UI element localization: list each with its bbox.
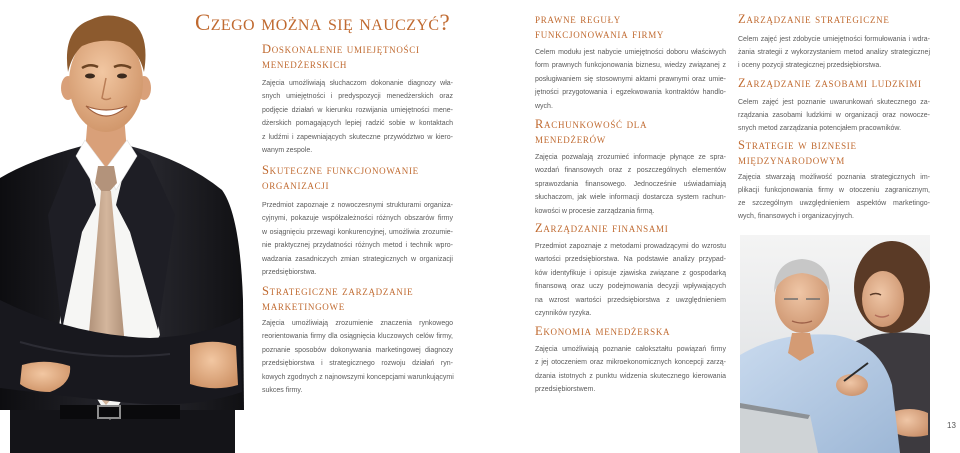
text-line: Przedmiot zapoznaje z nowoczesnymi strukturami organiza-	[262, 202, 453, 209]
section-heading	[535, 117, 726, 147]
section-description	[535, 151, 726, 218]
team-photo	[740, 235, 930, 453]
section-heading	[535, 221, 726, 236]
section-description	[262, 317, 453, 397]
head	[61, 15, 151, 132]
text-line: snych umiejętności i predyspozycji menedżerskich oraz	[262, 93, 453, 101]
text-line: finansową oraz uczy podejmowania decyzji wpływających	[535, 283, 726, 291]
text-line: żania strategii z wykorzystaniem metod analizy strategicznej	[738, 48, 930, 56]
heading-line: Doskonalenie umiejętności	[262, 42, 420, 56]
text-line: z ludźmi i zapewniających skuteczne przywództwo w kiero-	[262, 133, 453, 141]
text-line: wozdań finansowych oraz z poszczególnych elementów	[535, 167, 726, 175]
text-line: i oceny pozycji strategicznej przedsiębiorstwa.	[738, 61, 882, 69]
section-description	[738, 97, 930, 136]
section-heading	[535, 12, 726, 42]
text-line: Zajęcia umożliwiają zrozumienie znaczenia rynkowego	[262, 320, 453, 327]
text-line: kowych zgodnych z najnowszymi koncepcjami warunkującymi	[262, 373, 454, 381]
heading-line: organizacji	[262, 178, 330, 192]
text-line: dżerskich pomagających lepiej radzić sobie w kontaktach	[262, 120, 453, 128]
belt	[60, 405, 180, 419]
text-line: w osiągnięciu przewagi konkurencyjnej, umożliwia zrozumie-	[262, 228, 453, 236]
section-heading	[535, 324, 726, 339]
text-line: Przedmiot zapoznaje z metodami prowadzącymi do wzrostu	[535, 243, 726, 250]
text-line: plikacji funkcjonowania firmy w otoczeniu zagranicznym,	[738, 186, 930, 194]
page-title: Czego można się nauczyć?	[195, 10, 451, 35]
section-heading	[738, 76, 930, 91]
section-description	[262, 77, 453, 157]
text-line: słuchaczom, jak wiele informacji dostarcza system rachun-	[535, 194, 726, 202]
heading-line: Rachunkowość dla	[535, 117, 648, 131]
text-line: przedsiębiorstwa.	[262, 269, 317, 277]
heading-line: Ekonomia menedżerska	[535, 324, 671, 338]
text-line: przedsiębiorstwa i strategicznego rozwoju działań ryn-	[262, 360, 453, 368]
text-line: jętności przygotowania i egzekwowania kontraktów handlo-	[535, 89, 726, 97]
text-line: Zajęcia umożliwiają słuchaczom dokonanie diagnozy wła-	[262, 80, 453, 87]
text-line: nie praktycznej przydatności różnych metod i technik wpro-	[262, 242, 453, 250]
text-line: cyjnymi, pokazuje współzależności różnych obszarów firmy	[262, 215, 453, 223]
text-line: Celem modułu jest nabycie umiejętności doboru właściwych	[535, 49, 726, 56]
text-line: przedsiębiorstwem.	[535, 386, 596, 394]
text-line: rządzania zasobami ludzkimi w organizacji oraz nowocze-	[738, 111, 930, 119]
section-description	[262, 199, 453, 279]
text-line: poznanie sposobów dokonywania marketingowej diagnozy	[262, 346, 453, 354]
heading-line: menedżerskich	[262, 57, 348, 71]
text-line: wadzania zasadniczych zmian strategicznych w organizacji	[262, 255, 453, 263]
column-1	[262, 0, 453, 453]
text-line: na wzrost wartości przedsiębiorstwa z uwzględnieniem	[535, 296, 726, 304]
column-2	[535, 0, 726, 453]
text-line: podjęcie działań w kierunku rozwijania umiejętności mene-	[262, 106, 453, 114]
text-line: snych metod zarządzania potencjałem pracowników.	[738, 124, 902, 132]
text-line: dzania istotnych z punktu widzenia skutecznego kierowania	[535, 372, 726, 380]
text-line: Celem zajęć jest zdobycie umiejętności formułowania i wdra-	[738, 36, 930, 43]
text-line: wanym zespole.	[262, 147, 313, 155]
text-line: kowości w procesie zarządzania firmą.	[535, 207, 655, 215]
text-line: sprawozdania finansowego. Jednocześnie uświadamiają	[535, 180, 726, 188]
text-line: reorientowania firmy dla osiągnięcia kluczowych celów firmy,	[262, 333, 453, 341]
section-description	[738, 172, 930, 224]
heading-line: menedżerów	[535, 132, 606, 146]
heading-line: Zarządzanie finansami	[535, 221, 669, 235]
text-line: Zajęcia stwarzają możliwość poznania strategicznych im-	[738, 174, 930, 181]
heading-line: Zarządzanie strategiczne	[738, 12, 890, 26]
section-heading	[262, 284, 453, 314]
text-line: czynników ryzyka.	[535, 310, 592, 318]
text-line: Zajęcia umożliwiają poznanie całokształtu powiązań firmy	[535, 346, 726, 353]
heading-line: Skuteczne funkcjonowanie	[262, 163, 419, 177]
heading-line: Zarządzanie zasobami ludzkimi	[738, 76, 922, 90]
text-line: posługiwaniem się stosownymi aktami prawnymi oraz umie-	[535, 75, 726, 83]
text-line: ków identyfikuje i opisuje zjawiska związane z gospodarką	[535, 269, 726, 277]
section-description	[535, 343, 726, 397]
heading-line: funkcjonowania firmy	[535, 27, 665, 41]
text-line: Celem zajęć jest poznanie uwarunkowań skutecznego za-	[738, 99, 930, 106]
heading-line: Strategie w biznesie	[738, 138, 857, 152]
page-number: 13	[947, 421, 956, 430]
heading-line: prawne reguły	[535, 12, 622, 26]
text-line: z jej otoczeniem oraz mikroekonomicznych koncepcji zarzą-	[535, 359, 726, 367]
section-heading	[738, 12, 930, 27]
text-line: ze szczególnym uwzględnieniem aspektów marketingo-	[738, 199, 930, 207]
text-line: sukces firmy.	[262, 387, 303, 395]
section-description	[535, 240, 726, 320]
section-description	[535, 46, 726, 113]
text-line: wartości przedsiębiorstwa. Na podstawie analizy przypad-	[535, 256, 726, 264]
text-line: wych, finansowych i organizacyjnych.	[738, 212, 854, 220]
heading-line: Strategiczne zarządzanie	[262, 284, 414, 298]
heading-line: marketingowe	[262, 299, 345, 313]
text-line: Zajęcia pozwalają zrozumieć informacje płynące ze spra-	[535, 154, 726, 161]
section-heading	[262, 42, 453, 72]
text-line: wych.	[535, 102, 553, 110]
text-line: form prawnych funkcjonowania biznesu, wiedzy związanej z	[535, 62, 726, 70]
section-description	[738, 34, 930, 73]
section-heading	[738, 138, 930, 168]
portrait-photo	[0, 0, 250, 453]
heading-line: międzynarodowym	[738, 153, 845, 167]
section-heading	[262, 163, 453, 193]
